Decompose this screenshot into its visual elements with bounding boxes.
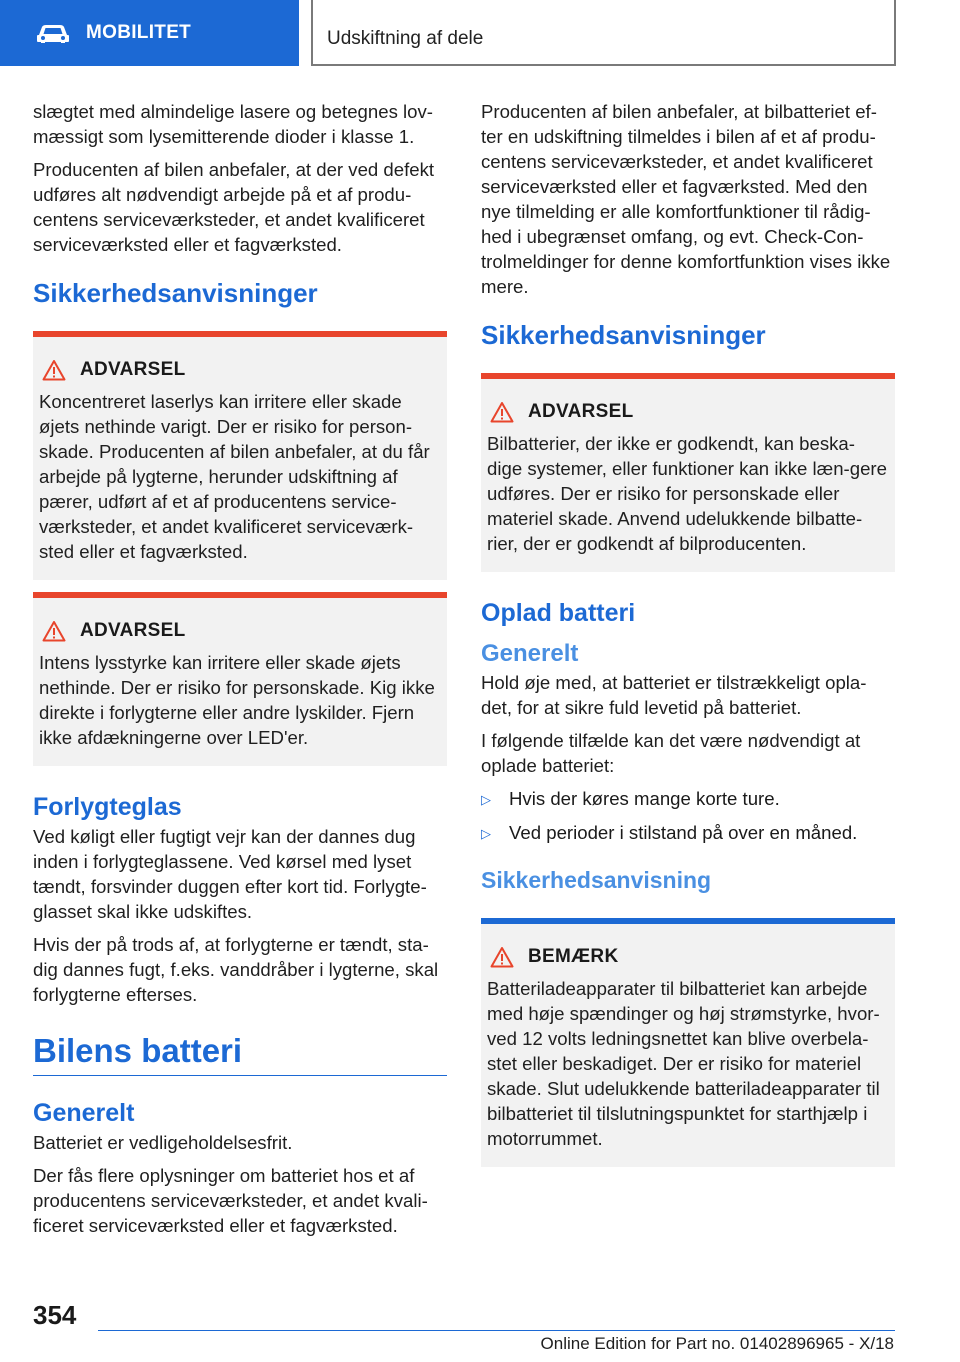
warning-text: Koncentreret laserlys kan irritere eller skade øjets nethinde varigt. Der er risiko for person-skade. Producenten af bilen anbefaler, at du får arbejde på lygterne, herunder udskiftning af pærer, udført af et af producentens service-værksteder, et andet kvalificeret serviceværk-sted eller et fagværksted. (39, 391, 430, 562)
footer-rule (98, 1330, 895, 1331)
left-column (33, 99, 447, 1246)
heading-rule (33, 1075, 447, 1076)
paragraph: Hold øje med, at batteriet er tilstrækkeligt opla-det, for at sikre fuld levetid på batteriet. (481, 672, 867, 718)
warning-triangle-icon (490, 401, 514, 423)
warning-box (33, 331, 447, 580)
warning-title-text: ADVARSEL (80, 359, 186, 380)
warning-title (39, 620, 441, 642)
right-column (481, 99, 895, 1167)
paragraph: Producenten af bilen anbefaler, at bilbatteriet ef-ter en udskiftning tilmeldes i bilen af et af produ-centens serviceværksteder, et andet kvalificeret serviceværksted eller et fagværksted. Med den nye tilmelding er alle komfortfunktioner til rådig-hed i ubegrænset omfang, og evt. Check-Con-trolmeldinger for denne komfortfunktion vises ikke mere. (481, 101, 891, 297)
warning-title (39, 359, 441, 381)
warning-triangle-icon (42, 359, 66, 381)
page-header (0, 0, 960, 66)
paragraph: Der fås flere oplysninger om batteriet hos et af producentens serviceværksteder, et andet kvali-ficeret serviceværksted eller et fagværksted. (33, 1165, 428, 1236)
subsection-heading: Sikkerhedsanvisning (481, 867, 712, 893)
paragraph: slægtet med almindelige lasere og betegnes lov-mæssigt som lysemitterende dioder i klasse 1. (33, 101, 433, 147)
note-box (481, 918, 895, 1167)
list-item (481, 820, 895, 846)
warning-triangle-icon (42, 620, 66, 642)
edition-footer: Online Edition for Part no. 01402896965 - X/18 (540, 1334, 894, 1353)
section-heading: Sikkerhedsanvisninger (481, 320, 766, 350)
note-title (487, 946, 889, 968)
warning-box (33, 592, 447, 766)
paragraph: Producenten af bilen anbefaler, at der ved defekt udføres alt nødvendigt arbejde på et af produ-centens serviceværksteder, et andet kvalificeret serviceværksted eller et fagværksted. (33, 159, 435, 255)
subsection-heading: Generelt (481, 640, 579, 667)
bullet-triangle-icon: ▷ (481, 826, 491, 841)
section-tab (0, 0, 299, 66)
section-heading: Oplad batteri (481, 599, 636, 627)
warning-box (481, 373, 895, 572)
section-heading: Sikkerhedsanvisninger (33, 278, 318, 308)
note-text: Batteriladeapparater til bilbatteriet kan arbejde med høje spændinger og høj strømstyrke, hvor-ved 12 volts ledningsnettet kan blive overbela-stet eller beskadiget. Der er risiko for materiel skade. Slut udelukkende batteriladeapparater til bilbatteriet til tilslutningspunktet for starthjælp i motorrummet. (487, 978, 880, 1149)
warning-triangle-icon (490, 946, 514, 968)
warning-text: Bilbatterier, der ikke er godkendt, kan beska-dige systemer, eller funktioner kan ikke læn-gere udføres. Der er risiko for personskade eller materiel skade. Anvend udelukkende bilbatte-rier, der er godkendt af bilproducenten. (487, 433, 887, 554)
car-icon (36, 22, 70, 44)
paragraph: Ved køligt eller fugtigt vejr kan der dannes dug inden i forlygteglassene. Ved kørsel med lyset tændt, forsvinder duggen efter kort tid. Forlygte-glasset skal ikke udskiftes. (33, 826, 427, 922)
list-item-text: Hvis der køres mange korte ture. (509, 788, 780, 809)
chapter-heading: Bilens batteri (33, 1032, 243, 1069)
chapter-title: Udskiftning af dele (311, 0, 896, 66)
note-title-text: BEMÆRK (528, 946, 619, 967)
warning-text: Intens lysstyrke kan irritere eller skade øjets nethinde. Der er risiko for personskade. Kig ikke direkte i forlygterne eller andre lyskilder. Fjern ikke afdækningerne over LED'er. (39, 652, 435, 748)
section-heading: Generelt (33, 1099, 135, 1127)
section-heading: Forlygteglas (33, 793, 182, 821)
bullet-list (481, 786, 895, 846)
bullet-triangle-icon: ▷ (481, 792, 491, 807)
paragraph: Hvis der på trods af, at forlygterne er tændt, sta-dig dannes fugt, f.eks. vanddråber i lygterne, skal forlygterne efterses. (33, 934, 439, 1005)
list-item (481, 786, 895, 812)
paragraph: Batteriet er vedligeholdelsesfrit. (33, 1132, 293, 1153)
warning-title-text: ADVARSEL (528, 401, 634, 422)
paragraph: I følgende tilfælde kan det være nødvendigt at oplade batteriet: (481, 730, 861, 776)
warning-title (487, 401, 889, 423)
page-number: 354 (33, 1300, 77, 1330)
list-item-text: Ved perioder i stilstand på over en måned. (509, 822, 858, 843)
warning-title-text: ADVARSEL (80, 620, 186, 641)
section-label: MOBILITET (86, 22, 192, 43)
